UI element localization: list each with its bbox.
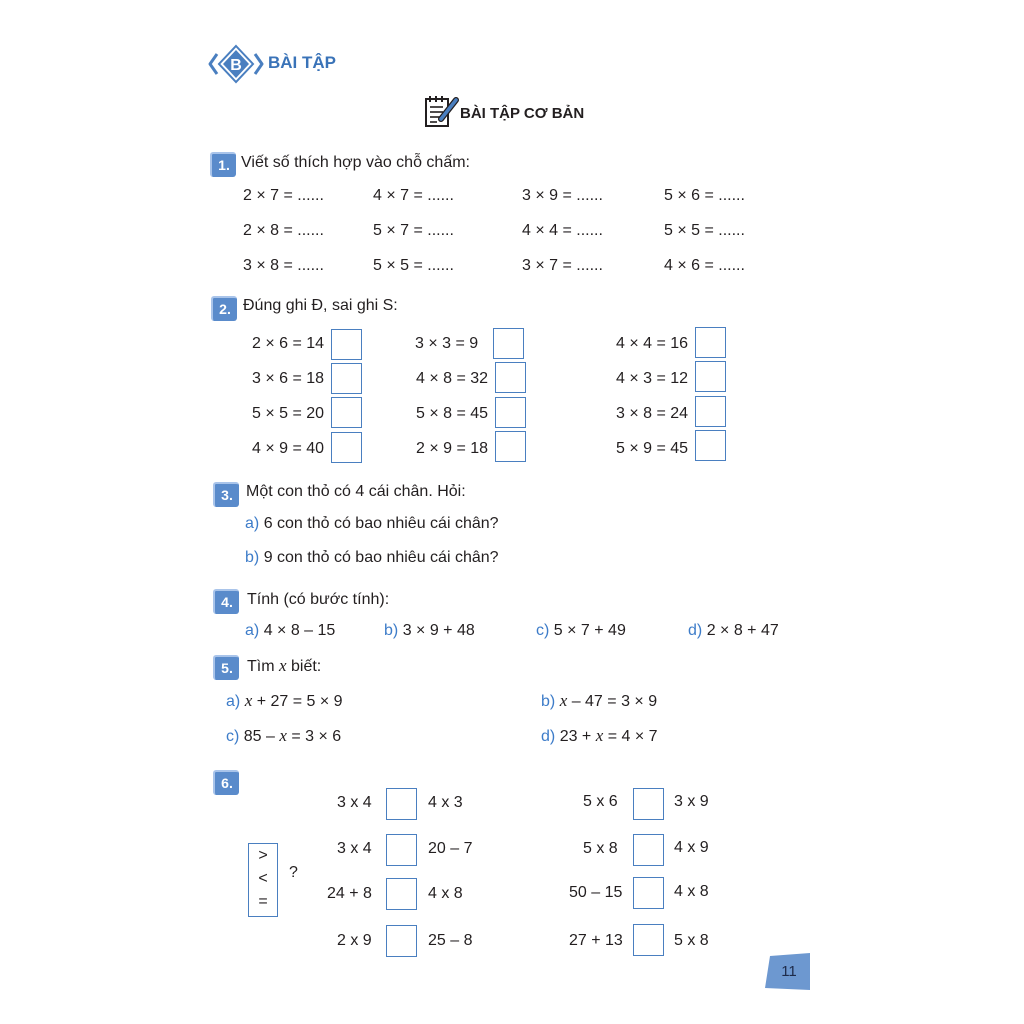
ex2-statement: 4 × 3 = 12 [616,370,689,387]
item-text: 23 + [559,728,592,745]
ex2-answer-box [495,362,526,393]
exercise-3-badge: 3. [213,482,239,507]
item-variable: x [279,726,287,745]
ex2-statement: 5 × 5 = 20 [252,405,325,422]
ex2-answer-box [495,397,526,428]
ex6-right-expr: 3 x 9 [674,793,709,810]
ex1-item: 5 × 6 = ...... [664,187,745,204]
ex1-item: 3 × 9 = ...... [522,187,603,204]
exercise-1-badge: 1. [210,152,236,177]
ex2-statement: 4 × 9 = 40 [252,440,325,457]
exercise-3-prompt: Một con thỏ có 4 cái chân. Hỏi: [246,483,466,500]
page-number: 11 [781,963,797,980]
ex2-statement: 5 × 8 = 45 [416,405,489,422]
item-text: 2 × 8 + 47 [706,622,779,639]
section-title: BÀI TẬP [268,53,336,72]
item-text: + 27 = 5 × 9 [256,693,343,710]
item-label: d) [541,728,556,745]
item-label: a) [226,693,241,710]
equals-symbol: = [258,893,268,910]
ex2-answer-box [331,363,362,394]
ex5-item-b [541,691,657,712]
exercise-4-prompt: Tính (có bước tính): [247,591,390,608]
item-text: 9 con thỏ có bao nhiêu cái chân? [263,549,499,566]
comparison-symbols [248,843,278,917]
ex6-compare-box [633,924,664,956]
item-variable: x [244,691,253,710]
item-variable: x [559,691,568,710]
chevron-left-icon [210,54,217,74]
ex6-compare-box [386,925,417,957]
exercise-4-badge: 4. [213,589,239,614]
ex6-compare-box [386,834,417,866]
ex1-item: 4 × 7 = ...... [373,187,454,204]
ex2-answer-box [331,329,362,360]
ex2-statement: 4 × 4 = 16 [616,335,689,352]
exercise-1-prompt: Viết số thích hợp vào chỗ chấm: [241,154,470,171]
ex2-answer-box [695,361,726,392]
ex4-item-c [536,621,626,641]
item-text: 5 × 7 + 49 [553,622,626,639]
less-than-symbol: < [258,870,268,887]
item-text: = 4 × 7 [607,728,658,745]
prompt-variable: x [279,656,287,675]
subsection-title: BÀI TẬP CƠ BẢN [460,105,585,122]
ex6-right-expr: 4 x 3 [428,794,463,811]
item-label: d) [688,622,703,639]
ex6-right-expr: 4 x 8 [428,885,463,902]
ex6-compare-box [386,788,417,820]
item-text: – 47 = 3 × 9 [571,693,658,710]
ex1-item: 5 × 7 = ...... [373,222,454,239]
item-text: 6 con thỏ có bao nhiêu cái chân? [263,515,499,532]
ex2-statement: 3 × 3 = 9 [415,335,479,352]
item-variable: x [595,726,604,745]
ex2-statement: 2 × 9 = 18 [416,440,489,457]
item-label: b) [384,622,399,639]
ex5-item-c [226,726,341,747]
chevron-right-icon [255,54,262,74]
ex6-right-expr: 4 x 9 [674,839,709,856]
ex2-answer-box [331,397,362,428]
ex6-right-expr: 20 – 7 [428,840,473,857]
item-label: b) [245,549,260,566]
exercise-5-badge: 5. [213,655,239,680]
ex6-left-expr: 27 + 13 [569,932,623,949]
ex1-item: 3 × 8 = ...... [243,257,324,274]
item-label: c) [536,622,550,639]
item-label: a) [245,622,260,639]
ex6-right-expr: 25 – 8 [428,932,473,949]
ex1-item: 4 × 4 = ...... [522,222,603,239]
notepad-pencil-icon [423,94,459,128]
ex2-answer-box [695,396,726,427]
ex1-item: 4 × 6 = ...... [664,257,745,274]
exercise-5-prompt [247,656,321,677]
ex6-left-expr: 5 x 6 [583,793,618,810]
greater-than-symbol: > [258,847,268,864]
ex2-statement: 3 × 6 = 18 [252,370,325,387]
ex1-item: 5 × 5 = ...... [373,257,454,274]
ex6-compare-box [633,877,664,909]
ex4-item-a [245,621,335,641]
ex6-left-expr: 5 x 8 [583,840,618,857]
ex2-statement: 3 × 8 = 24 [616,405,689,422]
exercise-2-badge: 2. [211,296,237,321]
item-text: 3 × 9 + 48 [402,622,475,639]
ex5-item-a [226,691,343,712]
item-text: 4 × 8 – 15 [263,622,336,639]
ex6-compare-box [633,834,664,866]
page-number-tab [760,950,815,995]
section-badge-letter: B [230,57,242,74]
prompt-text: Tìm [247,658,275,675]
item-text: 85 – [243,728,275,745]
ex6-left-expr: 3 x 4 [337,840,372,857]
ex4-item-d [688,621,779,641]
ex6-left-expr: 24 + 8 [327,885,372,902]
ex6-right-expr: 4 x 8 [674,883,709,900]
ex6-left-expr: 50 – 15 [569,884,623,901]
ex6-compare-box [386,878,417,910]
ex2-statement: 4 × 8 = 32 [416,370,489,387]
ex2-answer-box [495,431,526,462]
exercise-2-prompt: Đúng ghi Đ, sai ghi S: [243,297,398,314]
ex1-item: 2 × 7 = ...... [243,187,324,204]
item-label: c) [226,728,240,745]
ex6-right-expr: 5 x 8 [674,932,709,949]
ex5-item-d [541,726,658,747]
ex2-statement: 2 × 6 = 14 [252,335,325,352]
ex6-left-expr: 3 x 4 [337,794,372,811]
ex2-statement: 5 × 9 = 45 [616,440,689,457]
item-text: = 3 × 6 [291,728,342,745]
item-label: b) [541,693,556,710]
ex3-item-b [245,548,499,568]
ex2-answer-box [695,430,726,461]
ex3-item-a [245,514,499,534]
ex1-item: 5 × 5 = ...... [664,222,745,239]
ex1-item: 3 × 7 = ...... [522,257,603,274]
ex6-left-expr: 2 x 9 [337,932,372,949]
ex4-item-b [384,621,475,641]
ex6-compare-box [633,788,664,820]
ex1-item: 2 × 8 = ...... [243,222,324,239]
ex2-answer-box [695,327,726,358]
ex2-answer-box [493,328,524,359]
item-label: a) [245,515,260,532]
question-mark: ? [289,864,298,881]
prompt-text: biết: [291,658,322,675]
exercise-6-badge: 6. [213,770,239,795]
ex2-answer-box [331,432,362,463]
section-badge [206,44,266,84]
